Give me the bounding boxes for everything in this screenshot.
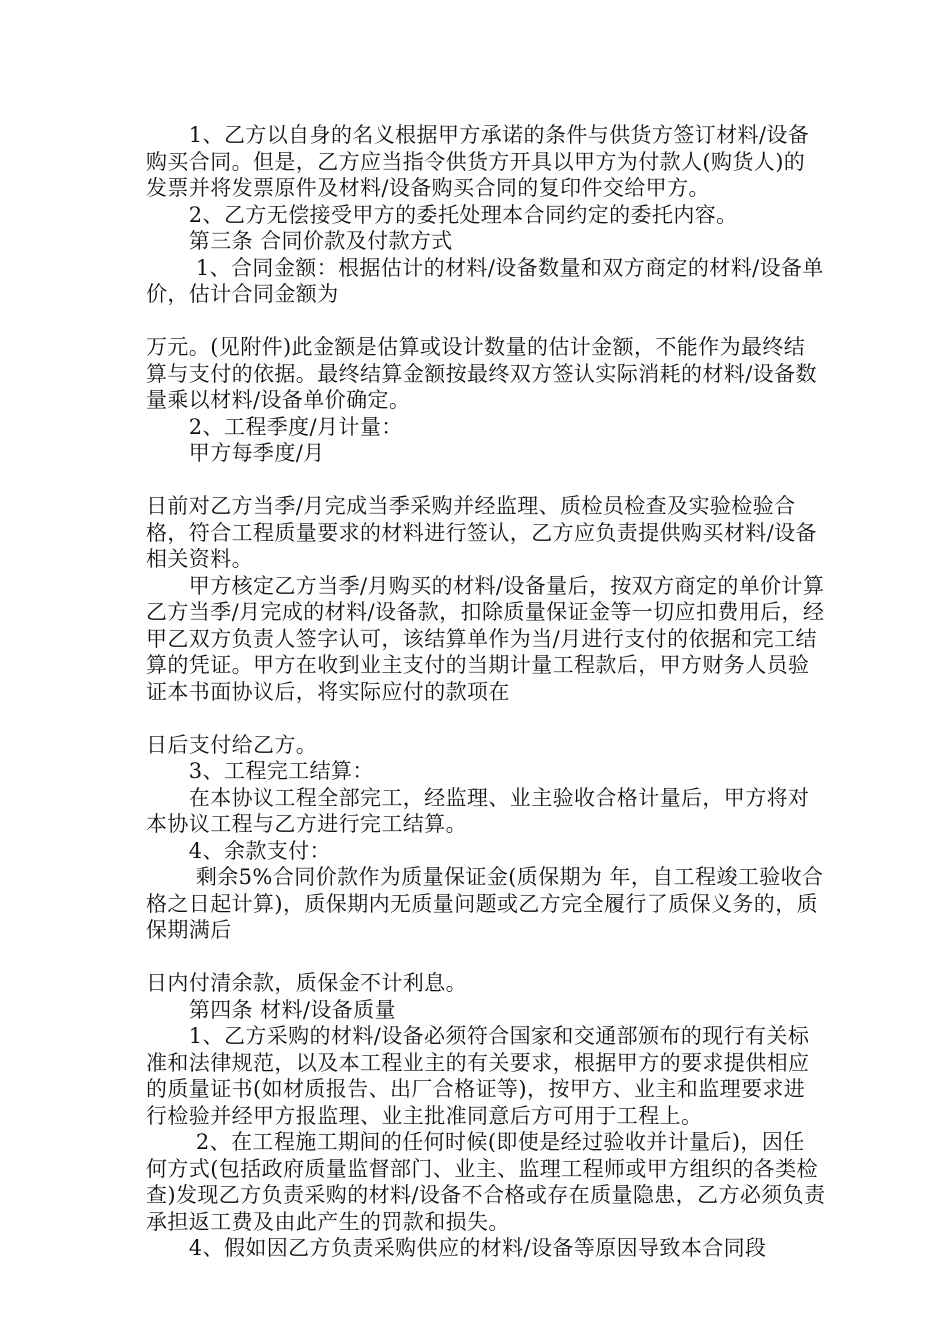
- paragraph-settlement: 甲方核定乙方当季/月购买的材料/设备量后，按双方商定的单价计算乙方当季/月完成的材料/设备款，扣除质量保证金等一切应扣费用后，经甲乙双方负责人签字认可，该结算单作为当/月进行支付的依据和完工结算的凭证。甲方在收到业主支付的当期计量工程款后，甲方财务人员验证本书面协议后，将实际应付的款项在: [146, 573, 825, 704]
- blank-line: [146, 467, 826, 494]
- paragraph-quarter-start: 甲方每季度/月: [146, 441, 325, 465]
- paragraph-retention-pay: 日内付清余款，质保金不计利息。: [146, 971, 467, 995]
- paragraph-final-settlement: 在本协议工程全部完工，经监理、业主验收合格计量后，甲方将对本协议工程与乙方进行完工结算。: [146, 785, 810, 836]
- blank-line: [146, 308, 826, 335]
- paragraph-2: 2、乙方无偿接受甲方的委托处理本合同约定的委托内容。: [146, 202, 738, 227]
- document-body: [146, 122, 826, 1262]
- paragraph-1: 1、乙方以自身的名义根据甲方承诺的条件与供货方签订材料/设备购买合同。但是，乙方应当指令供货方开具以甲方为付款人(购货人)的发票并将发票原件及材料/设备购买合同的复印件交给甲方。: [146, 123, 810, 200]
- paragraph-final-settlement-title: 3、工程完工结算：: [146, 759, 374, 783]
- section-heading-3: 第三条 合同价款及付款方式: [146, 229, 453, 253]
- blank-line: [146, 944, 826, 971]
- paragraph-quality-4: 4、假如因乙方负责采购供应的材料/设备等原因导致本合同段: [146, 1236, 767, 1260]
- paragraph-balance-title: 4、余款支付：: [146, 838, 331, 863]
- paragraph-quality-1: 1、乙方采购的材料/设备必须符合国家和交通部颁布的现行有关标准和法律规范，以及本工程业主的有关要求，根据甲方的要求提供相应的质量证书(如材质报告、出厂合格证等)，按甲方、业主和监理要求进行检验并经甲方报监理、业主批准同意后方可用于工程上。: [146, 1024, 810, 1128]
- paragraph-quality-2: 2、在工程施工期间的任何时候(即使是经过验收并计量后)，因任何方式(包括政府质量监督部门、业主、监理工程师或甲方组织的各类检查)发现乙方负责采购的材料/设备不合格或存在质量隐患，乙方必须负责承担返工费及由此产生的罚款和损失。: [146, 1130, 826, 1234]
- paragraph-retention: 剩余5%合同价款作为质量保证金(质保期为 年，自工程竣工验收合格之日起计算)，质保期内无质量问题或乙方完全履行了质保义务的，质保期满后: [146, 865, 824, 942]
- blank-line: [146, 705, 826, 732]
- section-heading-4: 第四条 材料/设备质量: [146, 997, 396, 1022]
- paragraph-contract-amount: 1、合同金额：根据估计的材料/设备数量和双方商定的材料/设备单价，估计合同金额为: [146, 255, 824, 306]
- paragraph-amount-note: 万元。(见附件)此金额是估算或设计数量的估计金额，不能作为最终结算与支付的依据。最终结算金额按最终双方签认实际消耗的材料/设备数量乘以材料/设备单价确定。: [146, 335, 817, 412]
- paragraph-payment-days: 日后支付给乙方。: [146, 732, 318, 757]
- paragraph-quarter-sign: 日前对乙方当季/月完成当季采购并经监理、质检员检查及实验检验合格，符合工程质量要求的材料进行签认，乙方应负责提供购买材料/设备相关资料。: [146, 494, 817, 571]
- paragraph-quarterly-measure: 2、工程季度/月计量：: [146, 414, 403, 439]
